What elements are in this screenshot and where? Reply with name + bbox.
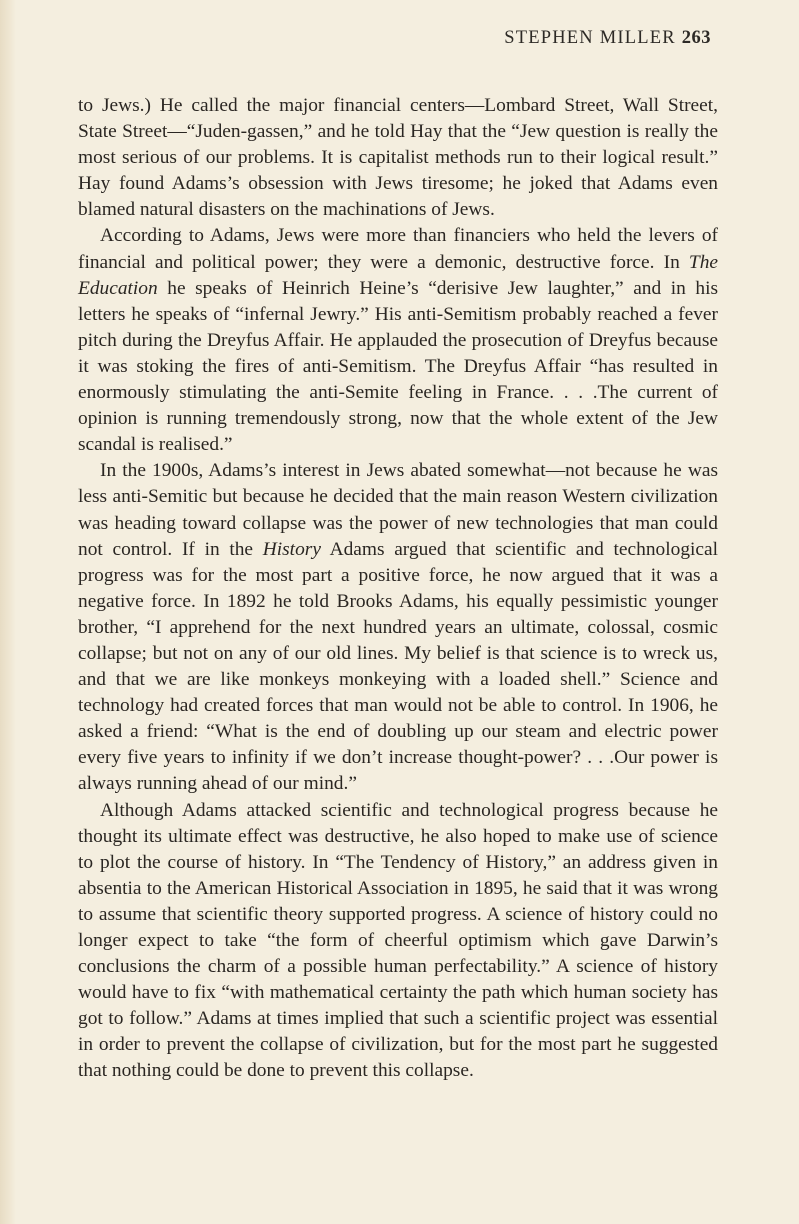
- paragraph-text: In the 1900s, Adams’s interest in Jews abated somewhat—not because he was less anti-Semitic but because he decided that the main reason Western civilization was heading toward collapse was the power of new technologies that man could not control. If in the: [78, 460, 718, 560]
- body-text: [78, 93, 718, 1085]
- paragraph-text: According to Adams, Jews were more than financiers who held the levers of financial and political power; they were a demonic, destructive force. In: [78, 225, 718, 273]
- book-title: History: [262, 538, 321, 560]
- running-head-author: STEPHEN MILLER: [504, 28, 676, 48]
- paragraph-text: Adams argued that scientific and technological progress was for the most part a positive force, he now argued that it was a negative force. In 1892 he told Brooks Adams, his equally pessimistic younger brother, “I apprehend for the next hundred years an ultimate, colossal, cosmic collapse; but not on any of our old lines. My belief is that science is to wreck us, and that we are like monkeys monkeying with a loaded shell.” Science and technology had created forces that man would not be able to control. In 1906, he asked a friend: “What is the end of doubling up our steam and electric power every five years to infinity if we don’t increase thought-power? . . .Our power is always running ahead of our mind.”: [78, 538, 718, 795]
- paragraph: [78, 223, 718, 458]
- page-number: 263: [681, 28, 711, 48]
- page-binding-edge: [0, 0, 16, 1224]
- paragraph: Although Adams attacked scientific and technological progress because he thought its ultimate effect was destructive, he also hoped to make use of science to plot the course of history. In “The Tendency of History,” an address given in absentia to the American Historical Association in 1895, he said that it was wrong to assume that scientific theory supported progress. A science of history could no longer expect to take “the form of cheerful optimism which gave Darwin’s conclusions the charm of a possible human perfectability.” A science of history would have to fix “with mathematical certainty the path which human society has got to follow.” Adams at times implied that such a scientific project was essential in order to prevent the collapse of civilization, but for the most part he suggested that nothing could be done to prevent this collapse.: [78, 799, 718, 1082]
- paragraph-text: he speaks of Heinrich Heine’s “derisive Jew laughter,” and in his letters he speaks of “infernal Jewry.” His anti-Semitism probably reached a fever pitch during the Dreyfus Affair. He applauded the prosecution of Dreyfus because it was stoking the fires of anti-Semitism. The Dreyfus Affair “has resulted in enormously stimulating the anti-Semite feeling in France. . . .The current of opinion is running tremendously strong, now that the whole extent of the Jew scandal is realised.”: [78, 277, 718, 456]
- book-title: The Education: [78, 251, 718, 299]
- running-head: [504, 28, 711, 49]
- paragraph: [78, 458, 718, 797]
- paragraph: to Jews.) He called the major financial centers—Lombard Street, Wall Street, State Street—“Juden-gassen,” and he told Hay that the “Jew question is really the most serious of our problems. It is capitalist methods run to their logical result.” Hay found Adams’s obsession with Jews tiresome; he joked that Adams even blamed natural disasters on the machinations of Jews.: [78, 95, 718, 221]
